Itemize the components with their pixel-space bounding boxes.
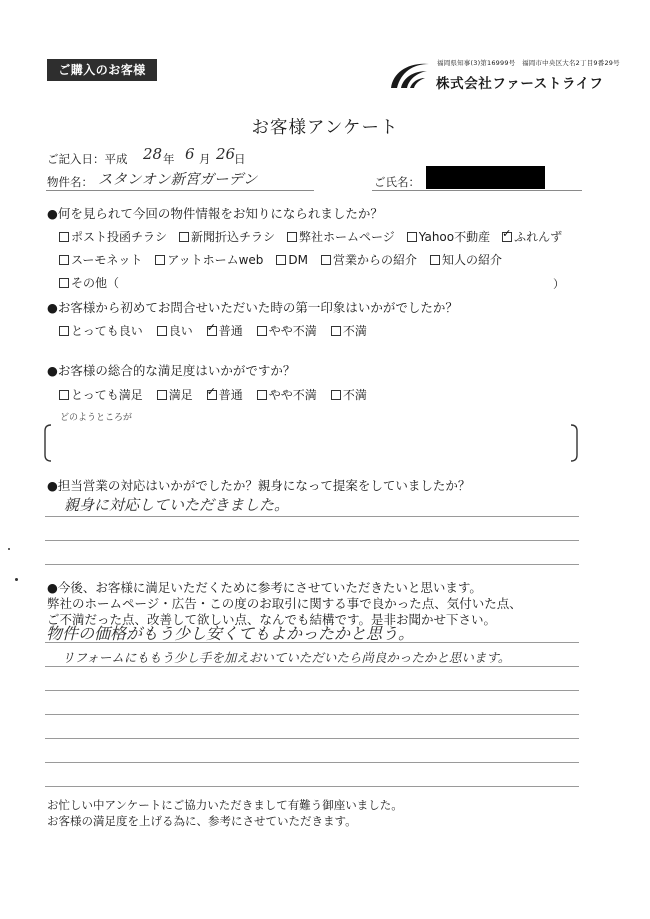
q2-option-very-good[interactable]: とっても良い [59, 322, 143, 339]
checkbox[interactable] [157, 390, 167, 400]
q4-question: ●担当営業の対応はいかがでしたか？親身になって提案をしていましたか？ [47, 478, 471, 493]
date-month-value: 6 [185, 145, 195, 163]
q4-line-3 [45, 564, 579, 565]
q3-option-unsatisfied[interactable]: 不満 [331, 386, 367, 403]
company-logo-icon [387, 58, 431, 92]
q5-line-1 [45, 642, 579, 643]
date-month-suffix: 月 [199, 152, 211, 166]
q3-option-satisfied[interactable]: 満足 [157, 386, 193, 403]
q5-question-line1: ●今後、お客様に満足いただくために参考にさせていただきたいと思います。 [47, 580, 482, 595]
name-label: ご氏名： [374, 175, 420, 189]
q1-option-other[interactable]: その他（ [59, 274, 119, 291]
q1-other-close: ） [553, 277, 565, 291]
q5-answer-line1: 物件の価格がもう少し安くてもよかったかと思う。 [46, 624, 415, 643]
q1-option-sales[interactable]: 営業からの紹介 [321, 251, 417, 268]
company-license: 福岡県知事(3)第16999号 福岡市中央区大名2丁目9番29号 [437, 59, 620, 67]
checkbox[interactable] [276, 255, 286, 265]
scan-speck [8, 548, 10, 550]
q1-option-newspaper[interactable]: 新聞折込チラシ [179, 228, 275, 245]
q4-line-2 [45, 540, 579, 541]
q1-question: ●何を見られて今回の物件情報をお知りになられましたか？ [47, 206, 383, 221]
checkbox[interactable] [59, 255, 69, 265]
q2-question: ●お客様から初めてお問合せいただいた時の第一印象はいかがでしたか？ [47, 300, 458, 315]
q5-question-line3: ご不満だった点、改善して欲しい点、なんでも結構です。是非お聞かせ下さい。 [47, 612, 497, 627]
checkbox[interactable] [155, 255, 165, 265]
date-year-suffix: 年 [163, 152, 175, 166]
q1-option-posting[interactable]: ポスト投函チラシ [59, 228, 167, 245]
q5-line-5 [45, 738, 579, 739]
q1-option-suumo[interactable]: スーモネット [59, 251, 142, 268]
survey-title: お客様アンケート [251, 118, 399, 138]
checkbox[interactable] [59, 232, 69, 242]
company-name: 株式会社ファーストライフ [436, 76, 604, 92]
q5-line-2 [45, 666, 579, 667]
q3-hint: どのようところが [60, 413, 133, 423]
q1-options-row2 [59, 251, 502, 268]
q2-option-somewhat-bad[interactable]: やや不満 [257, 322, 317, 339]
checkbox-checked[interactable] [207, 326, 217, 336]
q2-option-normal[interactable]: ✓ 普通 [207, 322, 243, 339]
checkbox[interactable] [287, 232, 297, 242]
property-underline [46, 190, 314, 191]
checkbox[interactable] [331, 326, 341, 336]
customer-tag: ご購入のお客様 [47, 59, 157, 81]
q5-line-7 [45, 786, 579, 787]
q1-options-row1 [59, 228, 562, 245]
q2-option-good[interactable]: 良い [157, 322, 193, 339]
checkbox[interactable] [331, 390, 341, 400]
q3-question: ●お客様の総合的な満足度はいかがですか？ [47, 363, 296, 378]
name-redaction [426, 166, 545, 189]
q1-option-dm[interactable]: DM [276, 251, 308, 268]
q5-line-4 [45, 714, 579, 715]
checkbox[interactable] [321, 255, 331, 265]
date-day-suffix: 日 [234, 152, 246, 166]
q1-option-homepage[interactable]: 弊社ホームページ [287, 228, 395, 245]
q5-answer-line2: リフォームにももう少し手を加えおいていただいたら尚良かったかと思います。 [62, 650, 511, 665]
q2-options [59, 322, 367, 339]
footer-line1: お忙しい中アンケートにご協力いただきまして有難う御座いました。 [47, 798, 403, 812]
property-value: スタンオン新宮ガーデン [98, 172, 258, 188]
checkbox[interactable] [257, 326, 267, 336]
q4-line-1 [45, 516, 579, 517]
date-year-value: 28 [143, 145, 163, 163]
checkbox-checked[interactable] [207, 390, 217, 400]
footer-line2: お客様の満足度を上げる為に、参考にさせていただきます。 [47, 814, 357, 828]
checkbox-checked[interactable] [502, 232, 512, 242]
checkbox[interactable] [157, 326, 167, 336]
checkbox[interactable] [59, 390, 69, 400]
checkbox[interactable] [257, 390, 267, 400]
checkbox[interactable] [430, 255, 440, 265]
q1-option-friends[interactable]: ✓ ふれんず [502, 228, 562, 245]
q1-option-acquaintance[interactable]: 知人の紹介 [430, 251, 502, 268]
q5-question-line2: 弊社のホームページ・広告・この度のお取引に関する事で良かった点、気付いた点、 [47, 596, 522, 611]
checkbox[interactable] [179, 232, 189, 242]
q3-option-very-satisfied[interactable]: とっても満足 [59, 386, 143, 403]
date-label: ご記入日：平成 [47, 152, 128, 166]
q3-option-normal[interactable]: ✓ 普通 [207, 386, 243, 403]
q1-option-yahoo[interactable]: Yahoo不動産 [407, 228, 490, 245]
q3-options [59, 386, 367, 403]
checkbox[interactable] [407, 232, 417, 242]
q5-line-6 [45, 762, 579, 763]
name-underline [372, 190, 582, 191]
q3-option-somewhat-unsatisfied[interactable]: やや不満 [257, 386, 317, 403]
date-day-value: 26 [216, 145, 236, 163]
checkbox[interactable] [59, 326, 69, 336]
checkbox[interactable] [59, 278, 69, 288]
q2-option-bad[interactable]: 不満 [331, 322, 367, 339]
property-label: 物件名： [47, 175, 93, 189]
q1-option-athome[interactable]: アットホームweb [155, 251, 263, 268]
q4-answer: 親身に対応していただきました。 [64, 496, 290, 514]
scan-speck [15, 578, 18, 581]
q5-line-3 [45, 690, 579, 691]
q3-comment-bracket[interactable] [43, 424, 579, 462]
